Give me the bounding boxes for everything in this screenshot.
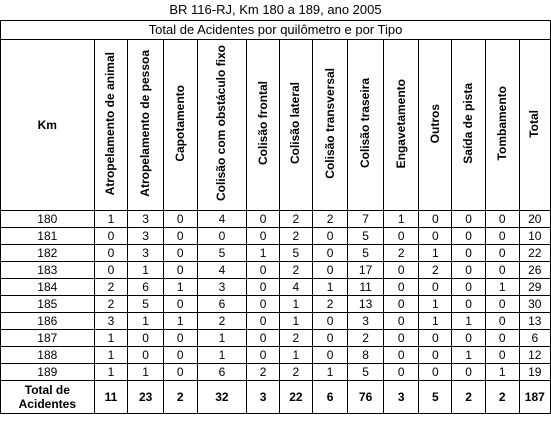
value-cell: 0	[94, 245, 128, 262]
value-cell: 0	[419, 211, 452, 228]
value-cell: 2	[279, 228, 312, 245]
value-cell: 1	[312, 364, 348, 381]
value-cell: 0	[312, 228, 348, 245]
value-cell: 2	[279, 262, 312, 279]
column-header-label: Outros	[427, 103, 442, 144]
column-header	[279, 40, 312, 211]
value-cell: 20	[519, 211, 550, 228]
value-cell: 22	[519, 245, 550, 262]
column-header-label: Colisão frontal	[255, 81, 270, 166]
value-cell: 1	[247, 245, 280, 262]
table-row	[1, 245, 551, 262]
value-cell: 1	[419, 245, 452, 262]
value-cell: 0	[128, 330, 164, 347]
value-cell: 2	[419, 262, 452, 279]
column-header	[485, 40, 519, 211]
value-cell: 0	[452, 279, 486, 296]
value-cell: 1	[94, 211, 128, 228]
value-cell: 0	[383, 330, 419, 347]
value-cell: 0	[94, 228, 128, 245]
value-cell: 6	[128, 279, 164, 296]
value-cell: 1	[94, 330, 128, 347]
value-cell: 1	[163, 279, 197, 296]
total-cell: 187	[519, 381, 550, 414]
value-cell: 0	[247, 211, 280, 228]
value-cell: 2	[94, 279, 128, 296]
value-cell: 2	[312, 211, 348, 228]
total-cell: 76	[348, 381, 384, 414]
value-cell: 0	[485, 228, 519, 245]
value-cell: 7	[348, 211, 384, 228]
total-cell: 3	[247, 381, 280, 414]
value-cell: 0	[247, 313, 280, 330]
value-cell: 1	[485, 279, 519, 296]
column-header-label: Atropelamento de animal	[103, 51, 118, 196]
value-cell: 3	[128, 228, 164, 245]
value-cell: 2	[94, 296, 128, 313]
table-row	[1, 279, 551, 296]
km-cell: 187	[1, 330, 95, 347]
table-subtitle: Total de Acidentes por quilômetro e por Tipo	[1, 21, 551, 40]
column-header	[163, 40, 197, 211]
table-row	[1, 313, 551, 330]
total-cell: 5	[419, 381, 452, 414]
column-header	[312, 40, 348, 211]
value-cell: 1	[94, 347, 128, 364]
column-header-label: Colisão traseira	[358, 78, 373, 169]
table-row	[1, 330, 551, 347]
value-cell: 5	[128, 296, 164, 313]
value-cell: 2	[197, 313, 247, 330]
value-cell: 4	[279, 279, 312, 296]
km-cell: 185	[1, 296, 95, 313]
value-cell: 0	[247, 296, 280, 313]
column-header-label: Tombamento	[494, 86, 509, 161]
value-cell: 3	[128, 245, 164, 262]
value-cell: 0	[312, 245, 348, 262]
value-cell: 1	[485, 364, 519, 381]
total-label: Total de Acidentes	[1, 381, 95, 414]
column-header	[128, 40, 164, 211]
table-row	[1, 211, 551, 228]
value-cell: 5	[348, 228, 384, 245]
table-row	[1, 347, 551, 364]
column-header	[348, 40, 384, 211]
table-row	[1, 228, 551, 245]
value-cell: 4	[197, 262, 247, 279]
column-header-label: Colisão transversal	[322, 68, 337, 179]
value-cell: 1	[279, 347, 312, 364]
value-cell: 17	[348, 262, 384, 279]
total-cell: 3	[383, 381, 419, 414]
value-cell: 0	[163, 262, 197, 279]
value-cell: 0	[163, 296, 197, 313]
value-cell: 1	[419, 313, 452, 330]
value-cell: 1	[419, 296, 452, 313]
value-cell: 29	[519, 279, 550, 296]
value-cell: 2	[279, 364, 312, 381]
value-cell: 0	[452, 296, 486, 313]
value-cell: 11	[348, 279, 384, 296]
value-cell: 2	[247, 364, 280, 381]
km-cell: 188	[1, 347, 95, 364]
value-cell: 0	[312, 262, 348, 279]
value-cell: 0	[419, 364, 452, 381]
km-cell: 181	[1, 228, 95, 245]
value-cell: 1	[452, 313, 486, 330]
value-cell: 1	[312, 279, 348, 296]
value-cell: 3	[197, 279, 247, 296]
value-cell: 5	[197, 245, 247, 262]
value-cell: 26	[519, 262, 550, 279]
value-cell: 5	[348, 245, 384, 262]
value-cell: 13	[519, 313, 550, 330]
total-cell: 11	[94, 381, 128, 414]
value-cell: 6	[197, 364, 247, 381]
value-cell: 10	[519, 228, 550, 245]
value-cell: 0	[452, 245, 486, 262]
value-cell: 0	[247, 262, 280, 279]
km-cell: 186	[1, 313, 95, 330]
value-cell: 0	[485, 211, 519, 228]
value-cell: 0	[383, 228, 419, 245]
total-cell: 32	[197, 381, 247, 414]
value-cell: 0	[485, 347, 519, 364]
value-cell: 0	[312, 330, 348, 347]
column-header-label: Colisão lateral	[288, 82, 303, 165]
value-cell: 0	[383, 296, 419, 313]
value-cell: 0	[197, 228, 247, 245]
km-cell: 180	[1, 211, 95, 228]
value-cell: 1	[94, 364, 128, 381]
value-cell: 0	[485, 296, 519, 313]
value-cell: 0	[383, 313, 419, 330]
value-cell: 0	[163, 330, 197, 347]
value-cell: 3	[94, 313, 128, 330]
column-header	[197, 40, 247, 211]
km-cell: 183	[1, 262, 95, 279]
column-header	[419, 40, 452, 211]
value-cell: 0	[163, 347, 197, 364]
accidents-table	[0, 20, 551, 414]
km-cell: 189	[1, 364, 95, 381]
value-cell: 2	[312, 296, 348, 313]
value-cell: 2	[279, 211, 312, 228]
value-cell: 1	[279, 313, 312, 330]
value-cell: 1	[128, 262, 164, 279]
column-header	[452, 40, 486, 211]
value-cell: 0	[419, 347, 452, 364]
value-cell: 0	[485, 313, 519, 330]
value-cell: 1	[279, 296, 312, 313]
value-cell: 0	[485, 330, 519, 347]
value-cell: 0	[383, 364, 419, 381]
value-cell: 0	[485, 262, 519, 279]
km-column-header: Km	[1, 40, 95, 211]
column-header-label: Colisão com obstáculo fixo	[214, 45, 229, 202]
column-header	[247, 40, 280, 211]
value-cell: 19	[519, 364, 550, 381]
value-cell: 1	[197, 347, 247, 364]
value-cell: 3	[348, 313, 384, 330]
value-cell: 0	[452, 330, 486, 347]
value-cell: 0	[452, 228, 486, 245]
value-cell: 2	[279, 330, 312, 347]
column-header-label: Engavetamento	[393, 78, 408, 169]
value-cell: 1	[128, 313, 164, 330]
column-header-label: Capotamento	[172, 85, 187, 162]
total-row	[1, 381, 551, 414]
value-cell: 5	[348, 364, 384, 381]
value-cell: 5	[279, 245, 312, 262]
value-cell: 0	[247, 279, 280, 296]
km-cell: 182	[1, 245, 95, 262]
value-cell: 0	[452, 364, 486, 381]
value-cell: 1	[163, 313, 197, 330]
value-cell: 0	[163, 211, 197, 228]
value-cell: 0	[128, 347, 164, 364]
total-cell: 6	[312, 381, 348, 414]
value-cell: 12	[519, 347, 550, 364]
table-row	[1, 296, 551, 313]
value-cell: 8	[348, 347, 384, 364]
value-cell: 0	[452, 211, 486, 228]
value-cell: 1	[128, 364, 164, 381]
column-header-label: Saída de pista	[461, 83, 476, 164]
report-title: BR 116-RJ, Km 180 a 189, ano 2005	[169, 2, 382, 17]
value-cell: 1	[383, 211, 419, 228]
value-cell: 0	[312, 347, 348, 364]
value-cell: 13	[348, 296, 384, 313]
column-header	[519, 40, 550, 211]
value-cell: 0	[383, 262, 419, 279]
total-cell: 23	[128, 381, 164, 414]
value-cell: 1	[452, 347, 486, 364]
value-cell: 30	[519, 296, 550, 313]
value-cell: 0	[163, 228, 197, 245]
value-cell: 3	[128, 211, 164, 228]
column-header-label: Atropelamento de pessoa	[138, 50, 153, 197]
value-cell: 2	[348, 330, 384, 347]
value-cell: 1	[197, 330, 247, 347]
value-cell: 6	[519, 330, 550, 347]
total-cell: 2	[485, 381, 519, 414]
value-cell: 0	[419, 279, 452, 296]
column-header	[94, 40, 128, 211]
value-cell: 0	[312, 313, 348, 330]
value-cell: 6	[197, 296, 247, 313]
value-cell: 4	[197, 211, 247, 228]
table-row	[1, 262, 551, 279]
column-header	[383, 40, 419, 211]
value-cell: 0	[419, 330, 452, 347]
total-cell: 2	[163, 381, 197, 414]
column-header-label: Total	[527, 109, 542, 138]
value-cell: 0	[452, 262, 486, 279]
value-cell: 0	[247, 228, 280, 245]
value-cell: 2	[383, 245, 419, 262]
value-cell: 0	[383, 347, 419, 364]
table-row	[1, 364, 551, 381]
total-cell: 2	[452, 381, 486, 414]
value-cell: 0	[94, 262, 128, 279]
value-cell: 0	[419, 228, 452, 245]
value-cell: 0	[485, 245, 519, 262]
value-cell: 0	[163, 364, 197, 381]
km-cell: 184	[1, 279, 95, 296]
value-cell: 0	[163, 245, 197, 262]
total-cell: 22	[279, 381, 312, 414]
value-cell: 0	[247, 330, 280, 347]
value-cell: 0	[247, 347, 280, 364]
value-cell: 0	[383, 279, 419, 296]
